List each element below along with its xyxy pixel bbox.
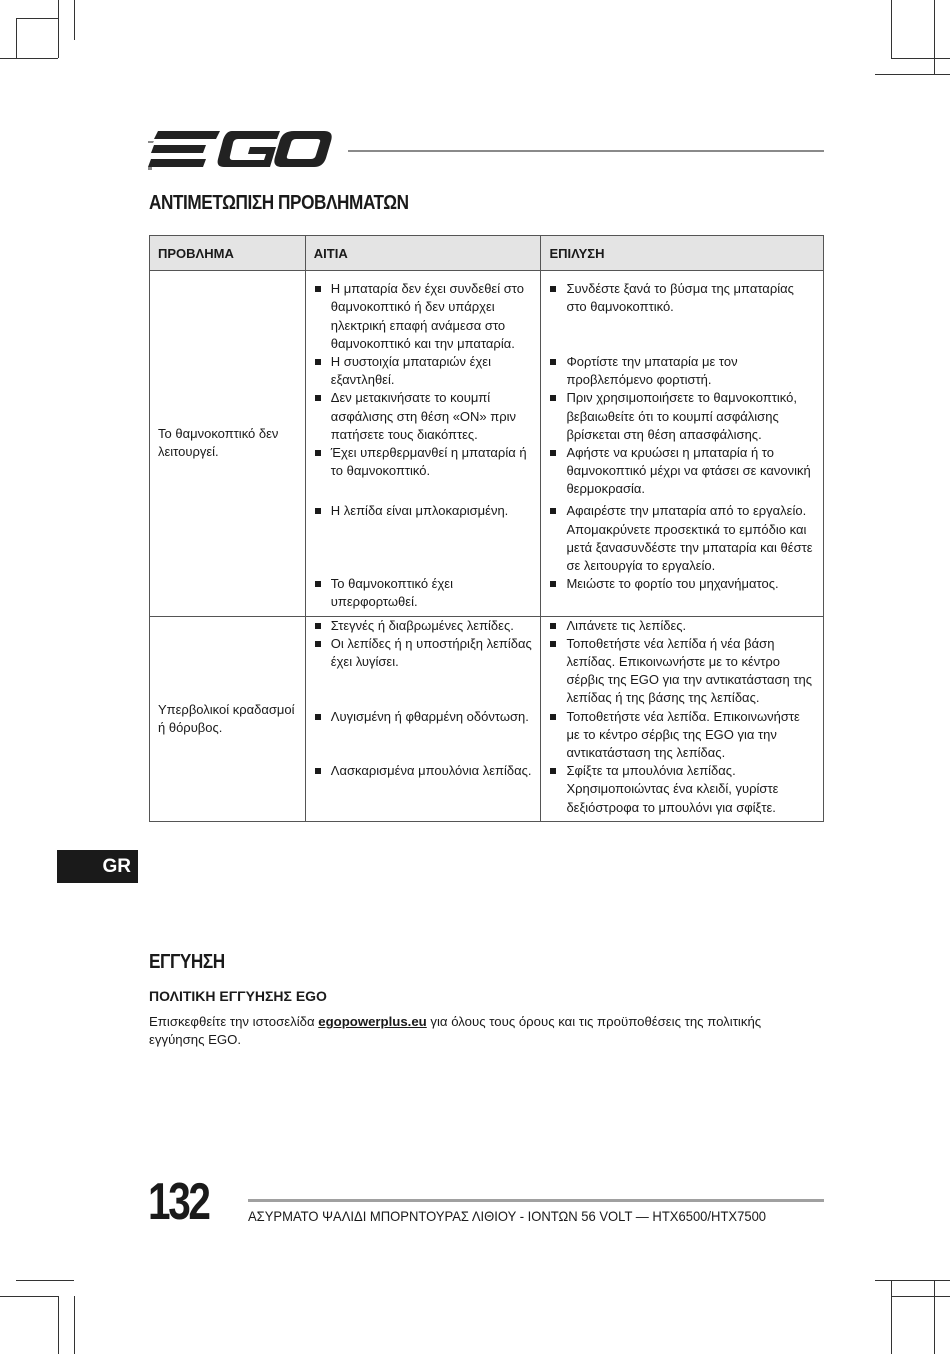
cause-cell [305, 444, 541, 502]
crop-mark [891, 1296, 950, 1297]
warranty-link[interactable]: egopowerplus.eu [318, 1014, 427, 1029]
problem-text: Υπερβολικοί κραδασμοί ή θόρυβος. [158, 701, 295, 735]
solution-cell [541, 271, 824, 353]
crop-mark [0, 1296, 58, 1297]
troubleshooting-title: ΑΝΤΙΜΕΤΩΠΙΣΗ ΠΡΟΒΛΗΜΑΤΩΝ [149, 192, 409, 214]
cause-cell [305, 502, 541, 575]
warranty-subtitle: ΠΟΛΙΤΙΚΗ ΕΓΓΥΗΣΗΣ EGO [149, 988, 327, 1004]
cause-text: Η μπαταρία δεν έχει συνδεθεί στο θαμνοκοπτικό ή δεν υπάρχει ηλεκτρική επαφή ανάμεσα στο θαμνοκοπτικό και την μπαταρία. [314, 280, 533, 353]
solution-cell [541, 353, 824, 389]
solution-text: Τοποθετήστε νέα λεπίδα ή νέα βάση λεπίδας. Επικοινωνήστε με το κέντρο σέρβις της EGO για την αντικατάσταση της λεπίδας ή της βάσης της λεπίδας. [549, 635, 815, 708]
crop-mark [891, 58, 950, 59]
crop-mark [0, 58, 58, 59]
cause-text: Η συστοιχία μπαταριών έχει εξαντληθεί. [314, 353, 533, 389]
crop-mark [16, 18, 17, 58]
language-tab: GR [57, 850, 138, 883]
crop-mark [934, 0, 935, 74]
page-number: 132 [148, 1173, 209, 1231]
solution-cell [541, 575, 824, 616]
cause-text: Οι λεπίδες ή η υποστήριξη λεπίδας έχει λυγίσει. [314, 635, 533, 671]
cause-text: Δεν μετακινήσατε το κουμπί ασφάλισης στη θέση «ON» πριν πατήσετε τους διακόπτες. [314, 389, 533, 444]
solution-text: Συνδέστε ξανά το βύσμα της μπαταρίας στο θαμνοκοπτικό. [549, 280, 815, 316]
troubleshooting-table [149, 235, 824, 822]
solution-cell [541, 762, 824, 821]
cause-cell [305, 708, 541, 763]
crop-mark [74, 0, 75, 40]
cause-cell [305, 762, 541, 821]
crop-mark [58, 0, 59, 58]
table-row [150, 271, 824, 353]
cause-cell [305, 271, 541, 353]
cause-text: Λυγισμένη ή φθαρμένη οδόντωση. [314, 708, 533, 726]
problem-cell [150, 616, 306, 821]
warranty-text-after: για όλους τους όρους και τις προϋποθέσεις της πολιτικής εγγύησης EGO. [149, 1014, 762, 1047]
solution-text: Φορτίστε την μπαταρία με τον προβλεπόμενο φορτιστή. [549, 353, 815, 389]
crop-mark [934, 1280, 935, 1354]
footer-rule [248, 1199, 824, 1202]
ego-logo [148, 128, 332, 172]
warranty-paragraph [149, 1013, 819, 1049]
crop-mark [891, 1280, 892, 1354]
problem-text: Το θαμνοκοπτικό δεν λειτουργεί. [158, 426, 279, 460]
solution-text: Μειώστε το φορτίο του μηχανήματος. [549, 575, 815, 593]
cause-text: Το θαμνοκοπτικό έχει υπερφορτωθεί. [314, 575, 533, 611]
crop-mark [875, 1280, 950, 1281]
header-cause: ΑΙΤΙΑ [305, 236, 541, 271]
cause-cell [305, 575, 541, 616]
table-header-row [150, 236, 824, 271]
solution-cell [541, 444, 824, 502]
solution-cell [541, 708, 824, 763]
cause-cell [305, 635, 541, 708]
crop-mark [891, 0, 892, 58]
solution-text: Πριν χρησιμοποιήσετε το θαμνοκοπτικό, βεβαιωθείτε ότι το κουμπί ασφάλισης βρίσκεται στη θέση απασφάλισης. [549, 389, 815, 444]
cause-text: Λασκαρισμένα μπουλόνια λεπίδας. [314, 762, 533, 780]
solution-cell [541, 635, 824, 708]
crop-mark [74, 1296, 75, 1354]
crop-mark [875, 74, 950, 75]
solution-text: Λιπάνετε τις λεπίδες. [549, 617, 815, 635]
warranty-title: ΕΓΓΥΗΣΗ [149, 951, 225, 973]
footer-title: ΑΣΥΡΜΑΤΟ ΨΑΛΙΔΙ ΜΠΟΡΝΤΟΥΡΑΣ ΛΙΘΙΟΥ - ΙΟΝΤΩΝ 56 VOLT — HTX6500/HTX7500 [248, 1208, 767, 1224]
solution-cell [541, 502, 824, 575]
crop-mark [58, 1296, 59, 1354]
warranty-text-before: Επισκεφθείτε την ιστοσελίδα [149, 1014, 319, 1029]
crop-mark [16, 1280, 74, 1281]
header-problem: ΠΡΟΒΛΗΜΑ [150, 236, 306, 271]
cause-cell [305, 353, 541, 389]
header-rule [348, 150, 824, 152]
cause-text: Η λεπίδα είναι μπλοκαρισμένη. [314, 502, 533, 520]
problem-cell [150, 271, 306, 616]
solution-text: Σφίξτε τα μπουλόνια λεπίδας. Χρησιμοποιώντας ένα κλειδί, γυρίστε δεξιόστροφα το μπουλόνι για σφίξτε. [549, 762, 815, 817]
cause-text: Στεγνές ή διαβρωμένες λεπίδες. [314, 617, 533, 635]
solution-cell [541, 616, 824, 635]
solution-text: Αφαιρέστε την μπαταρία από το εργαλείο. Απομακρύνετε προσεκτικά το εμπόδιο και μετά ξανασυνδέστε την μπαταρία και θέστε σε λειτουργία το εργαλείο. [549, 502, 815, 575]
cause-text: Έχει υπερθερμανθεί η μπαταρία ή το θαμνοκοπτικό. [314, 444, 533, 480]
cause-cell [305, 616, 541, 635]
solution-cell [541, 389, 824, 444]
crop-mark [16, 18, 58, 19]
cause-cell [305, 389, 541, 444]
table-row [150, 616, 824, 635]
header-solution: ΕΠΙΛΥΣΗ [541, 236, 824, 271]
solution-text: Αφήστε να κρυώσει η μπαταρία ή το θαμνοκοπτικό μέχρι να φτάσει σε κανονική θερμοκρασία. [549, 444, 815, 499]
solution-text: Τοποθετήστε νέα λεπίδα. Επικοινωνήστε με το κέντρο σέρβις της EGO για την αντικατάσταση της λεπίδας. [549, 708, 815, 763]
